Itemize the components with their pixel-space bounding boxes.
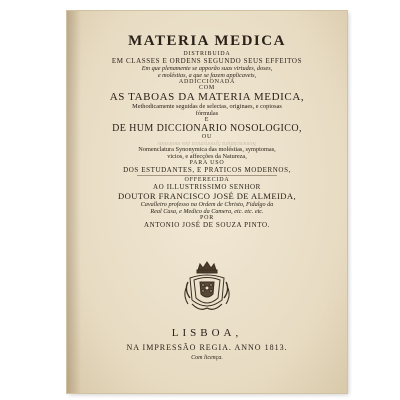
subtitle-addiccionada: ADDICCIONADA [178, 79, 236, 85]
rule-divider [137, 175, 277, 176]
text-estudantes: DOS ESTUDANTES, E PRATICOS MODERNOS, [123, 166, 291, 174]
book-title: MATERIA MEDICA [128, 33, 286, 49]
show-through-text: Nomenclatura Synonymica das molestias [157, 140, 257, 146]
title-page [67, 11, 347, 393]
imprint-city: LISBOA, [171, 327, 243, 339]
heading-taboas: AS TABOAS DA MATERIA MEDICA, [109, 91, 305, 103]
subtitle-molestias: e moléstias, a que se fazem applicaveis, [157, 72, 257, 79]
text-cavalleiro: Cavalleiro professo na Ordem de Christo, Fidalgo da [140, 201, 274, 208]
text-formulas: fórmulas [195, 110, 219, 117]
imprint-press: NA IMPRESSÃO REGIA. ANNO 1813. [126, 343, 288, 352]
text-offerecida: OFFERECIDA [184, 177, 230, 183]
royal-coat-of-arms-icon [182, 258, 232, 316]
text-ou: OU [201, 134, 213, 140]
subtitle-distribuida: DISTRIBUIDA [183, 51, 231, 57]
imprint-block [67, 327, 347, 361]
heading-dedicatee: DOUTOR FRANCISCO JOSÉ DE ALMEIDA, [117, 191, 296, 201]
imprint-licence: Com licença. [191, 355, 223, 361]
text-e: E [204, 117, 210, 123]
subtitle-com: COM [198, 85, 216, 91]
subtitle-classes: EM CLASSES E ORDENS SEGUNDO SEUS EFFEITOS [111, 57, 303, 65]
text-real-casa: Real Casa, e Medico da Camera, etc. etc. etc. [150, 208, 264, 215]
title-block [77, 33, 337, 229]
heading-diccionario: DE HUM DICCIONARIO NOSOLOGICO, [112, 123, 302, 134]
text-para-uso: PARA USO [189, 160, 225, 166]
text-por: POR [199, 215, 215, 221]
subtitle-virtudes: Em que plenamente se apporão suas virtudes, doses, [141, 65, 273, 72]
text-methodicamente: Methodicamente seguidas de selectas, originaes, e copiosas [132, 103, 282, 110]
author-name: ANTONIO JOSÉ DE SOUZA PINTO. [143, 221, 271, 229]
text-vicios: vicios, e affecções da Natureza, [167, 153, 247, 160]
text-illustrissimo: AO ILLUSTRISSIMO SENHOR [153, 183, 261, 191]
text-nomenclatura: Nomenclatura Synonymica das moléstias, symptomas, [138, 146, 276, 153]
